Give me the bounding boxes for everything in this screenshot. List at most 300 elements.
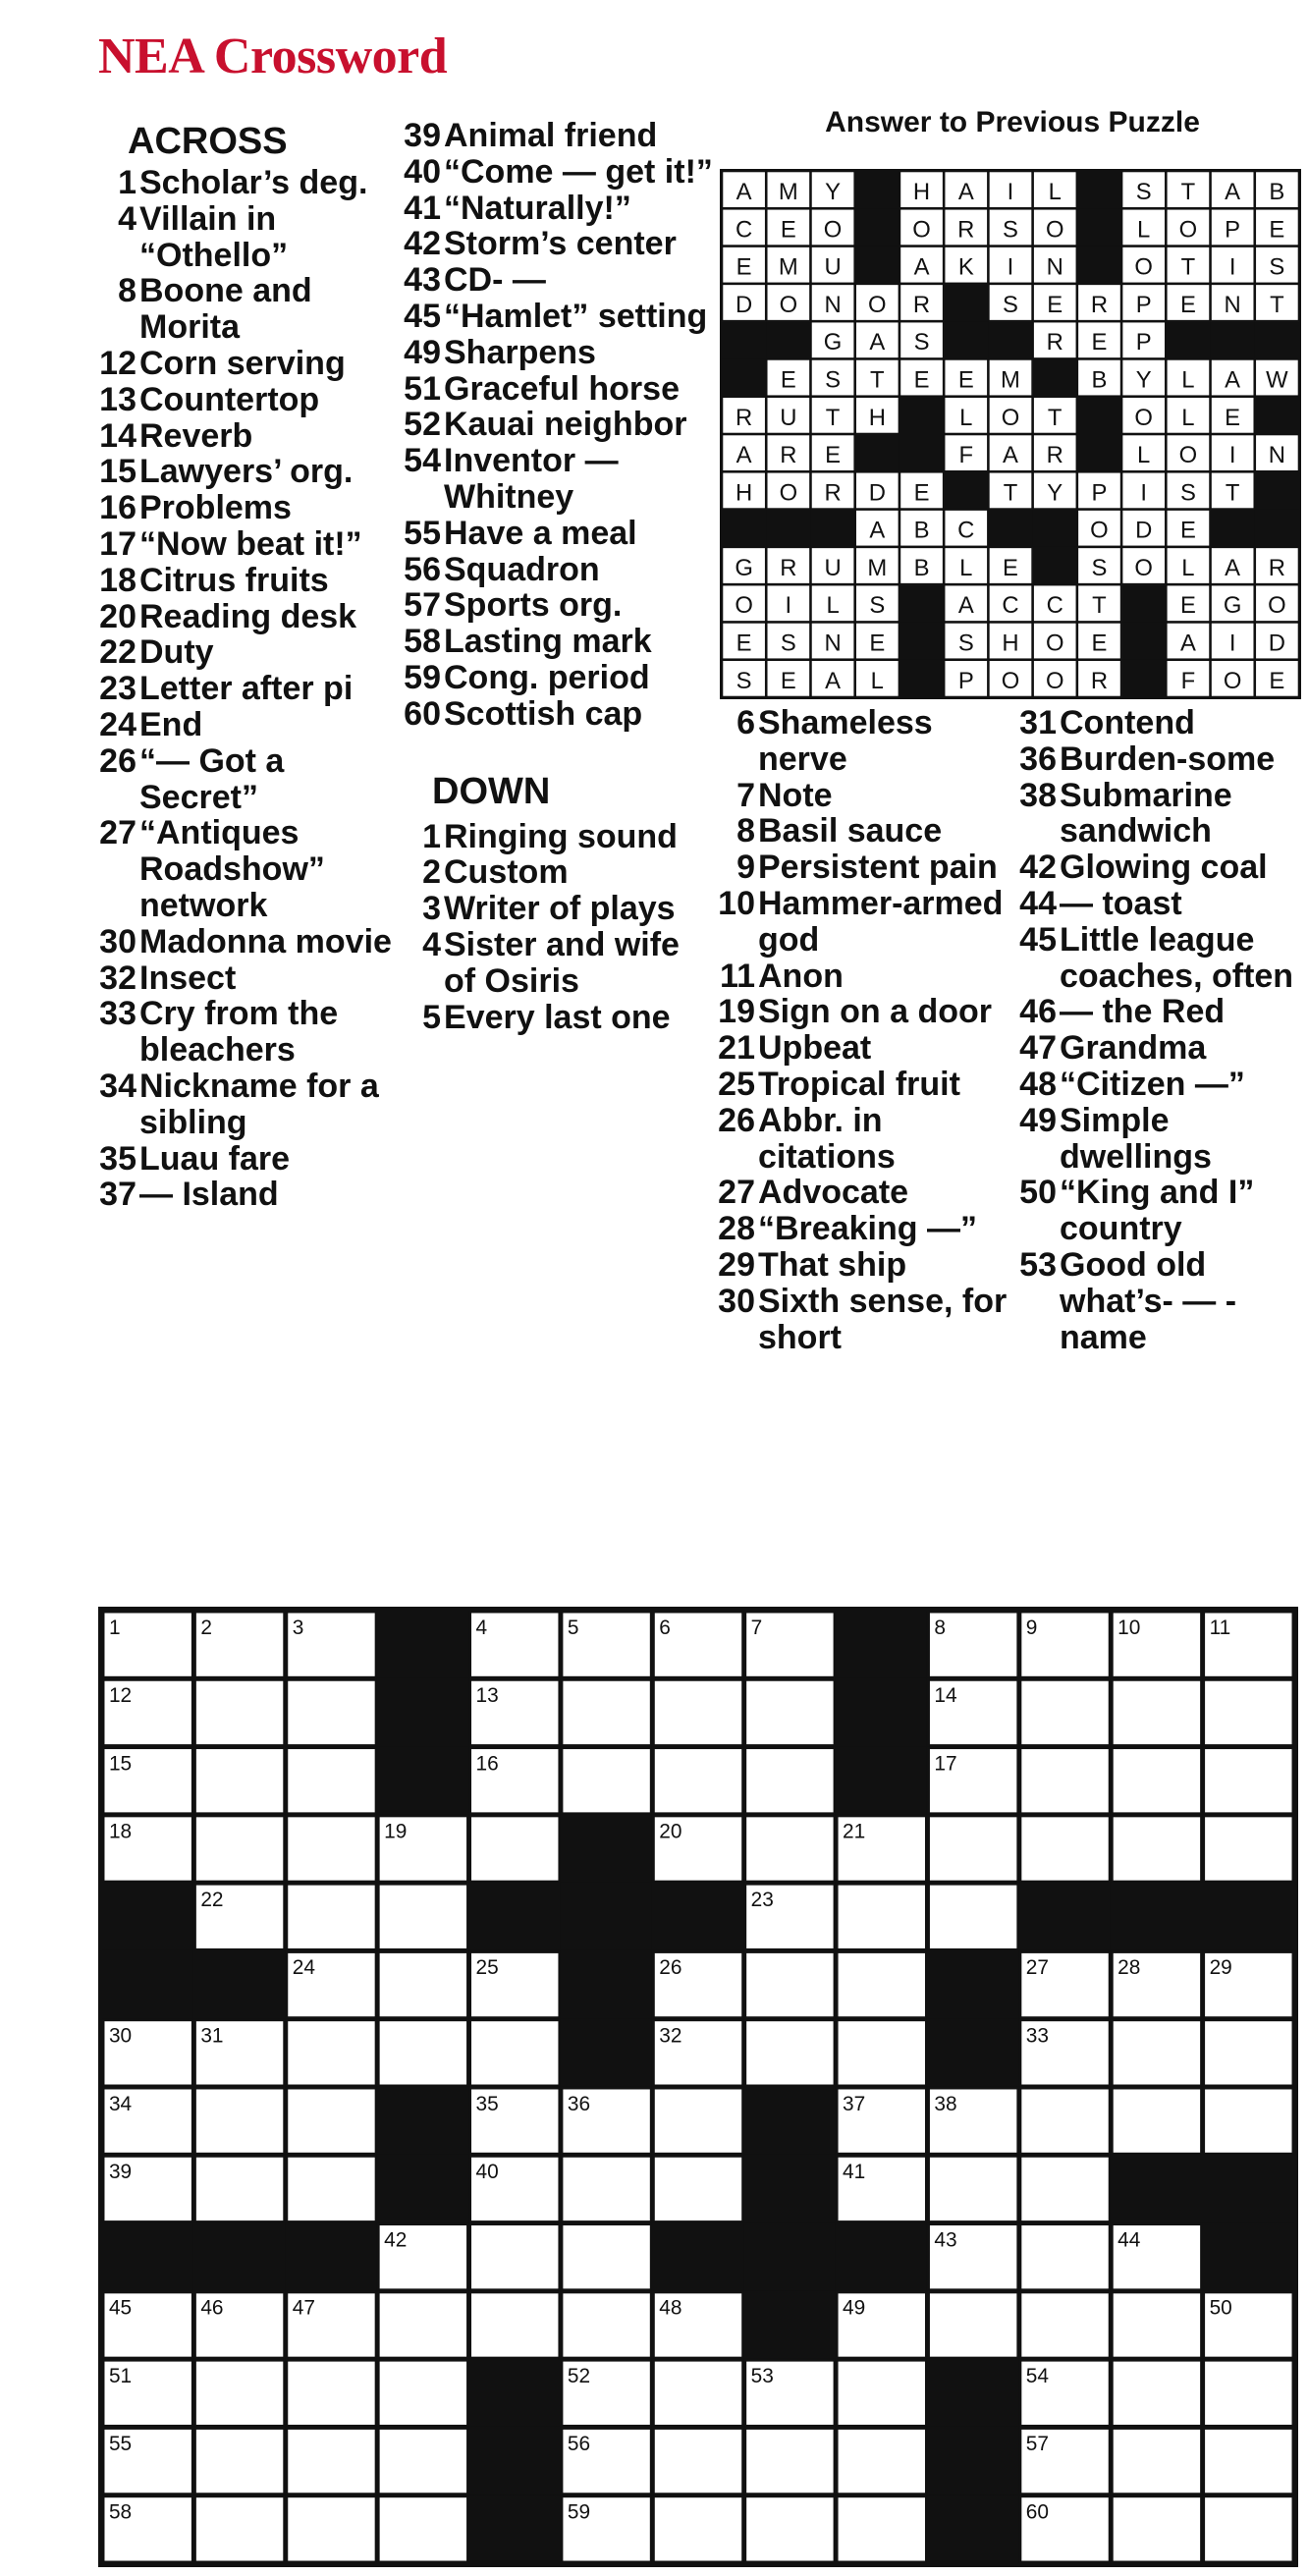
grid-cell[interactable] [1204, 2428, 1293, 2494]
cell-number: 5 [567, 1616, 579, 1639]
clue-number: 49 [1019, 1101, 1057, 1139]
cell-number: 43 [934, 2228, 957, 2252]
answer-letter: H [868, 404, 886, 431]
black-square [377, 1678, 469, 1747]
clue-number: 55 [404, 514, 441, 552]
answer-letter: O [1134, 404, 1153, 431]
clue-number: 11 [720, 957, 755, 995]
cell-number: 20 [659, 1820, 682, 1843]
black-square [193, 1950, 286, 2019]
answer-letter: U [824, 253, 842, 281]
down-heading: DOWN [432, 770, 551, 812]
answer-letter: N [1268, 442, 1285, 469]
black-square [836, 1611, 928, 1679]
down-clue-8 [705, 813, 1009, 850]
answer-letter: I [1228, 630, 1236, 657]
clue-number: 60 [404, 694, 441, 733]
cell-number: 19 [384, 1820, 408, 1843]
black-square [1202, 1883, 1294, 1951]
cell-number: 24 [292, 1956, 315, 1980]
clue-text: Note [758, 776, 833, 814]
clue-number: 32 [99, 959, 136, 997]
down-clue-11 [705, 959, 1009, 995]
grid-cell[interactable] [194, 2428, 284, 2494]
grid-cell[interactable] [1112, 1679, 1201, 1745]
answer-letter: E [1269, 667, 1285, 694]
clue-text: “Now beat it!” [139, 524, 362, 563]
down-clue-4 [391, 927, 715, 1000]
answer-letter: S [780, 630, 796, 657]
clue-text: — toast [1060, 884, 1182, 922]
answer-letter: E [913, 366, 930, 394]
grid-cell[interactable] [1204, 2496, 1293, 2562]
grid-cell[interactable] [378, 2020, 467, 2086]
down-clue-50 [1007, 1175, 1301, 1247]
answer-block-cell [944, 284, 989, 322]
grid-cell[interactable] [1020, 2156, 1110, 2221]
down-clue-48 [1007, 1067, 1301, 1103]
cell-number: 39 [108, 2161, 133, 2184]
across-clue-1 [86, 165, 401, 201]
grid-cell[interactable] [653, 2156, 742, 2221]
clue-text: Submarine sandwich [1060, 776, 1232, 850]
grid-cell[interactable] [562, 1748, 651, 1814]
cell-number: 2 [200, 1616, 212, 1639]
clue-number: 19 [718, 993, 755, 1031]
answer-letter: Y [1047, 479, 1063, 507]
answer-letter: I [785, 592, 792, 620]
answer-letter: K [957, 253, 974, 281]
grid-cell[interactable] [470, 1816, 560, 1882]
grid-cell[interactable] [1112, 2088, 1201, 2154]
grid-cell[interactable] [378, 2428, 467, 2494]
grid-cell[interactable] [287, 2088, 376, 2154]
grid-cell[interactable] [1112, 1748, 1201, 1814]
answer-letter: L [1137, 216, 1151, 244]
grid-cell[interactable] [287, 2428, 376, 2494]
grid-cell[interactable] [1204, 1748, 1293, 1814]
cell-number: 38 [934, 2092, 957, 2115]
grid-cell[interactable] [378, 2360, 467, 2426]
black-square [468, 2359, 561, 2428]
clue-text: Ringing sound [444, 817, 678, 855]
clue-text: “— Got a Secret” [139, 741, 285, 816]
grid-cell[interactable] [194, 2360, 284, 2426]
clue-number: 22 [99, 633, 136, 672]
answer-letter: O [1001, 404, 1020, 431]
answer-letter: O [1178, 442, 1198, 469]
grid-cell[interactable] [194, 1816, 284, 1882]
grid-cell[interactable] [287, 1884, 376, 1949]
clue-text: That ship [758, 1245, 907, 1284]
clue-text: Advocate [758, 1174, 909, 1212]
across-clue-16 [86, 490, 401, 526]
black-square [836, 2222, 928, 2291]
clue-text: “Hamlet” setting [444, 297, 708, 335]
grid-cell[interactable] [653, 1748, 742, 1814]
answer-letter: E [1225, 404, 1241, 431]
grid-cell[interactable] [928, 1884, 1017, 1949]
grid-cell[interactable] [194, 1748, 284, 1814]
grid-cell[interactable] [194, 1679, 284, 1745]
grid-cell[interactable] [287, 2020, 376, 2086]
answer-letter: Y [1135, 366, 1152, 394]
black-square [652, 2222, 744, 2291]
answer-letter: E [1091, 329, 1108, 356]
down-clue-49 [1007, 1103, 1301, 1176]
grid-cell[interactable] [1112, 2428, 1201, 2494]
answer-letter: S [736, 667, 752, 694]
answer-letter: H [912, 179, 931, 206]
grid-cell[interactable] [745, 1679, 835, 1745]
across-clue-45 [391, 299, 715, 335]
across-clue-4 [86, 201, 401, 274]
answer-letter: R [824, 479, 842, 507]
cell-number: 29 [1209, 1956, 1232, 1980]
clue-number: 42 [1019, 849, 1057, 887]
down-clue-47 [1007, 1030, 1301, 1067]
down-clue-27 [705, 1175, 1009, 1211]
answer-letter: F [1180, 667, 1196, 694]
clue-number: 3 [422, 890, 441, 928]
clue-number: 39 [404, 117, 441, 154]
clue-text: Inventor — Whitney [444, 442, 619, 516]
answer-letter: I [1228, 253, 1236, 281]
answer-letter: I [1140, 479, 1148, 507]
across-clue-24 [86, 707, 401, 743]
black-square [377, 1746, 469, 1815]
answer-letter: P [1091, 479, 1108, 507]
answer-block-cell [855, 208, 900, 247]
answer-block-cell [1033, 358, 1078, 397]
cell-number: 47 [292, 2296, 315, 2320]
answer-letter: W [1266, 366, 1288, 394]
answer-block-cell [1211, 321, 1256, 359]
answer-letter: A [957, 592, 974, 620]
across-clue-30 [86, 924, 401, 960]
answer-letter: T [1092, 592, 1107, 620]
answer-letter: H [1002, 630, 1019, 657]
answer-letter: L [870, 667, 884, 694]
answer-letter: A [1225, 366, 1241, 394]
answer-letter: S [913, 329, 930, 356]
clue-number: 46 [1019, 993, 1057, 1031]
black-square [560, 1950, 652, 2019]
grid-cell[interactable] [745, 2496, 835, 2562]
grid-cell[interactable] [287, 2156, 376, 2221]
across-clue-37 [86, 1177, 401, 1213]
grid-cell[interactable] [653, 2428, 742, 2494]
grid-cell[interactable] [194, 2088, 284, 2154]
grid-cell[interactable] [287, 1679, 376, 1745]
grid-cell[interactable] [837, 2496, 926, 2562]
cell-number: 50 [1209, 2296, 1232, 2320]
clue-number: 49 [404, 333, 441, 371]
answer-letter: B [913, 517, 930, 544]
clue-number: 54 [404, 442, 441, 480]
down-clue-9 [705, 850, 1009, 886]
grid-cell[interactable] [928, 2156, 1017, 2221]
answer-letter: A [1179, 630, 1196, 657]
clue-text: “King and I” country [1060, 1174, 1255, 1248]
clue-number: 53 [1019, 1245, 1057, 1284]
answer-letter: D [868, 479, 886, 507]
clue-text: “Breaking —” [758, 1210, 977, 1248]
black-square [743, 2155, 836, 2223]
grid-cell[interactable] [837, 1951, 926, 2017]
grid-cell[interactable] [928, 1816, 1017, 1882]
across-clue-32 [86, 960, 401, 997]
grid-cell[interactable] [1020, 2088, 1110, 2154]
clue-text: Sign on a door [758, 993, 992, 1031]
clue-text: Squadron [444, 550, 600, 588]
answer-letter: M [1001, 366, 1020, 394]
answer-letter: E [1179, 291, 1196, 318]
grid-cell[interactable] [1020, 2292, 1110, 2358]
answer-block-cell [1166, 321, 1211, 359]
answer-letter: R [1046, 442, 1063, 469]
grid-cell[interactable] [1020, 1748, 1110, 1814]
grid-cell[interactable] [745, 1816, 835, 1882]
answer-letter: E [869, 630, 886, 657]
answer-block-cell [988, 510, 1033, 548]
grid-cell[interactable] [562, 2224, 651, 2290]
answer-letter: O [1045, 630, 1064, 657]
clue-text: Contend [1060, 704, 1195, 741]
answer-letter: T [870, 366, 885, 394]
grid-cell[interactable] [837, 2020, 926, 2086]
down-clue-42 [1007, 850, 1301, 886]
answer-letter: G [1223, 592, 1242, 620]
grid-cell[interactable] [1204, 1816, 1293, 1882]
grid-cell[interactable] [287, 1816, 376, 1882]
answer-letter: R [1046, 329, 1063, 356]
clue-number: 33 [99, 995, 136, 1033]
grid-cell[interactable] [745, 1748, 835, 1814]
clue-text: “Naturally!” [444, 189, 631, 227]
grid-cell[interactable] [378, 1884, 467, 1949]
clue-number: 14 [99, 416, 136, 455]
grid-cell[interactable] [1112, 2496, 1201, 2562]
answer-letter: O [779, 291, 798, 318]
clue-text: Scottish cap [444, 694, 643, 733]
clue-number: 1 [422, 817, 441, 855]
clue-number: 4 [422, 925, 441, 963]
answer-block-cell [722, 321, 767, 359]
grid-cell[interactable] [1020, 1679, 1110, 1745]
black-square [193, 2222, 286, 2291]
grid-cell[interactable] [1204, 1679, 1293, 1745]
grid-cell[interactable] [1204, 2020, 1293, 2086]
clue-number: 15 [99, 453, 136, 491]
clue-text: “Antiques Roadshow” network [139, 814, 325, 924]
grid-cell[interactable] [1204, 2088, 1293, 2154]
cell-number: 56 [567, 2433, 591, 2456]
clue-number: 27 [718, 1174, 755, 1212]
grid-cell[interactable] [653, 2360, 742, 2426]
cell-number: 36 [567, 2092, 591, 2115]
answer-letter: E [825, 442, 842, 469]
grid-cell[interactable] [378, 1951, 467, 2017]
across-clue-14 [86, 418, 401, 455]
answer-letter: O [1134, 554, 1153, 581]
answer-letter: E [957, 366, 974, 394]
answer-block-cell [944, 471, 989, 510]
across-clue-23 [86, 671, 401, 707]
clue-number: 7 [736, 776, 755, 814]
clue-text: Countertop [139, 380, 320, 418]
down-clue-31 [1007, 705, 1301, 741]
answer-letter: C [1002, 592, 1019, 620]
answer-letter: E [913, 479, 930, 507]
grid-cell[interactable] [928, 2292, 1017, 2358]
clue-number: 37 [99, 1176, 136, 1214]
clue-text: Good old what’s- — -name [1060, 1245, 1237, 1356]
answer-block-cell [1077, 434, 1122, 472]
answer-block-cell [855, 434, 900, 472]
answer-letter: M [778, 253, 798, 281]
cell-number: 3 [292, 1616, 304, 1639]
clue-text: Cry from the bleachers [139, 995, 339, 1069]
answer-letter: O [1134, 253, 1153, 281]
answer-block-cell [1121, 584, 1167, 623]
answer-block-cell [944, 321, 989, 359]
grid-cell[interactable] [745, 1951, 835, 2017]
answer-letter: T [825, 404, 841, 431]
clue-text: Reading desk [139, 597, 357, 635]
across-clue-43 [391, 262, 715, 299]
cell-number: 16 [475, 1752, 499, 1776]
grid-cell[interactable] [745, 2428, 835, 2494]
answer-letter: R [1268, 554, 1285, 581]
cell-number: 42 [384, 2228, 408, 2252]
grid-cell[interactable] [1020, 2224, 1110, 2290]
clue-number: 13 [99, 380, 136, 418]
grid-cell[interactable] [653, 1679, 742, 1745]
down-clue-2 [391, 854, 715, 891]
across-clue-26 [86, 743, 401, 816]
clue-number: 18 [99, 561, 136, 599]
grid-cell[interactable] [653, 2088, 742, 2154]
grid-cell[interactable] [378, 2496, 467, 2562]
grid-cell[interactable] [470, 2292, 560, 2358]
answer-block-cell [810, 510, 855, 548]
clue-number: 6 [736, 704, 755, 741]
grid-cell[interactable] [194, 2496, 284, 2562]
grid-cell[interactable] [1204, 2360, 1293, 2426]
clue-text: Insect [139, 959, 237, 997]
grid-cell[interactable] [562, 2292, 651, 2358]
clue-text: Lasting mark [444, 623, 652, 661]
clue-number: 41 [404, 189, 441, 227]
answer-block-cell [1255, 510, 1300, 548]
answer-block-cell [988, 321, 1033, 359]
answer-block-cell [1077, 247, 1122, 285]
clue-text: Sharpens [444, 333, 596, 371]
grid-cell[interactable] [562, 2156, 651, 2221]
answer-letter: D [1268, 630, 1285, 657]
grid-cell[interactable] [653, 2496, 742, 2562]
grid-cell[interactable] [1112, 2292, 1201, 2358]
clue-text: Glowing coal [1060, 849, 1268, 887]
grid-cell[interactable] [470, 2224, 560, 2290]
answer-letter: L [1181, 554, 1195, 581]
grid-cell[interactable] [470, 2020, 560, 2086]
clue-text: Corn serving [139, 344, 346, 382]
black-square [743, 2222, 836, 2291]
across-clue-41 [391, 191, 715, 227]
black-square [743, 2087, 836, 2156]
cell-number: 1 [108, 1616, 121, 1639]
answer-letter: S [1091, 554, 1108, 581]
grid-cell[interactable] [745, 2020, 835, 2086]
across-clue-42 [391, 226, 715, 262]
answer-letter: E [1179, 517, 1196, 544]
crossword-grid [98, 1607, 1298, 2567]
grid-cell[interactable] [287, 2496, 376, 2562]
cell-number: 9 [1025, 1616, 1038, 1639]
grid-cell[interactable] [287, 2360, 376, 2426]
grid-cell[interactable] [194, 2156, 284, 2221]
black-square [560, 1883, 652, 1951]
across-clue-51 [391, 371, 715, 408]
clue-number: 58 [404, 623, 441, 661]
black-square [836, 1678, 928, 1747]
grid-cell[interactable] [1020, 1816, 1110, 1882]
answer-letter: O [1268, 592, 1286, 620]
clue-number: 50 [1019, 1174, 1057, 1212]
grid-cell[interactable] [562, 1679, 651, 1745]
grid-cell[interactable] [287, 1748, 376, 1814]
across-clue-58 [391, 624, 715, 660]
answer-letter: G [735, 554, 753, 581]
grid-cell[interactable] [837, 1884, 926, 1949]
grid-cell[interactable] [1112, 1816, 1201, 1882]
clue-number: 30 [718, 1282, 755, 1320]
grid-cell[interactable] [378, 2292, 467, 2358]
answer-letter: B [1269, 179, 1285, 206]
grid-cell[interactable] [837, 2360, 926, 2426]
clue-text: End [139, 705, 203, 743]
answer-letter: R [780, 442, 797, 469]
down-clue-30 [705, 1284, 1009, 1356]
clue-number: 17 [99, 524, 136, 563]
clue-number: 24 [99, 705, 136, 743]
grid-cell[interactable] [1112, 2360, 1201, 2426]
answer-letter: E [780, 216, 796, 244]
clue-text: Little league coaches, often [1060, 920, 1294, 995]
across-clue-list [86, 165, 401, 1213]
answer-letter: C [736, 216, 753, 244]
answer-letter: E [780, 366, 796, 394]
black-square [377, 2087, 469, 2156]
grid-cell[interactable] [837, 2428, 926, 2494]
answer-letter: T [1003, 479, 1018, 507]
across-clue-12 [86, 346, 401, 382]
clue-number: 45 [404, 297, 441, 335]
down-clue-list [1007, 705, 1301, 1355]
cell-number: 53 [750, 2364, 774, 2387]
clue-number: 43 [404, 261, 441, 300]
down-clue-45 [1007, 922, 1301, 995]
down-clue-38 [1007, 778, 1301, 850]
cell-number: 13 [475, 1684, 499, 1708]
grid-cell[interactable] [1112, 2020, 1201, 2086]
black-square [1111, 2155, 1203, 2223]
answer-letter: S [957, 630, 974, 657]
answer-block-cell [1033, 547, 1078, 585]
clue-text: Scholar’s deg. [139, 164, 368, 201]
